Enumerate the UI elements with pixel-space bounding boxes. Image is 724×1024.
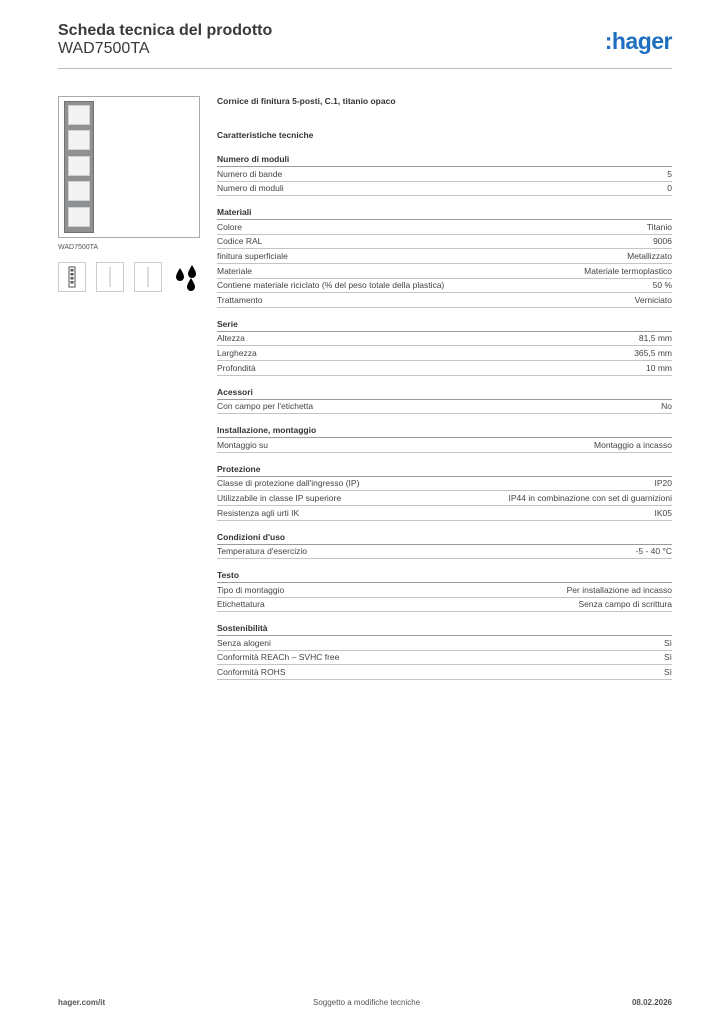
spec-label: Numero di bande	[217, 168, 283, 179]
spec-row	[217, 249, 672, 264]
spec-row	[217, 235, 672, 250]
spec-row	[217, 293, 672, 308]
spec-row	[217, 491, 672, 506]
spec-value: 0	[667, 183, 672, 194]
frame-slot	[68, 156, 90, 176]
spec-group-title: Acessori	[217, 387, 672, 400]
spec-row	[217, 279, 672, 294]
spec-value: 10 mm	[646, 362, 672, 373]
blank-thumbnail[interactable]	[134, 262, 162, 292]
spec-label: Trattamento	[217, 294, 263, 305]
spec-row	[217, 438, 672, 453]
footer-date: 08.02.2026	[631, 998, 672, 1007]
frame-thumbnail-icon[interactable]	[58, 262, 86, 292]
spec-value: Montaggio a incasso	[594, 439, 672, 450]
frame-slot	[68, 105, 90, 125]
frame-slot	[68, 130, 90, 150]
spec-label: Classe di protezione dall'ingresso (IP)	[217, 478, 360, 489]
spec-label: Etichettatura	[217, 599, 265, 610]
spec-row	[217, 264, 672, 279]
spec-value: 81,5 mm	[638, 333, 672, 344]
page-header	[58, 22, 672, 69]
spec-label: Materiale	[217, 265, 252, 276]
spec-label: Larghezza	[217, 347, 257, 358]
product-image-caption: WAD7500TA	[58, 244, 99, 251]
spec-group-title: Numero di moduli	[217, 154, 672, 167]
water-drops-icon[interactable]	[172, 262, 200, 292]
spec-value: Verniciato	[634, 294, 672, 305]
spec-value: Sì	[663, 637, 672, 648]
specifications	[217, 96, 672, 691]
frame-slot	[68, 207, 90, 227]
spec-value: 365,5 mm	[634, 347, 672, 358]
frame-slot	[68, 181, 90, 201]
product-name: Cornice di finitura 5-posti, C.1, titanio opaco	[217, 96, 396, 106]
spec-value: IP44 in combinazione con set di guarnizioni	[508, 492, 672, 503]
spec-group-title: Condizioni d'uso	[217, 532, 672, 545]
spec-group-title: Protezione	[217, 464, 672, 477]
spec-value: No	[661, 401, 672, 412]
spec-row	[217, 346, 672, 361]
spec-label: Resistenza agli urti IK	[217, 507, 300, 518]
spec-row	[217, 167, 672, 182]
spec-group-title: Installazione, montaggio	[217, 425, 672, 438]
spec-label: Codice RAL	[217, 236, 263, 247]
spec-row	[217, 182, 672, 197]
spec-row	[217, 665, 672, 680]
spec-value: Per installazione ad incasso	[566, 584, 672, 595]
spec-value: Sì	[663, 652, 672, 663]
spec-group	[217, 623, 672, 680]
spec-value: Titanio	[646, 221, 672, 232]
spec-value: IK05	[654, 507, 672, 518]
spec-groups	[217, 154, 672, 680]
spec-group	[217, 425, 672, 453]
spec-group	[217, 464, 672, 521]
spec-value: 50 %	[652, 280, 672, 291]
spec-value: Metallizzato	[627, 250, 672, 261]
spec-value: 5	[667, 168, 672, 179]
spec-label: Conformità REACh – SVHC free	[217, 652, 340, 663]
spec-label: Numero di moduli	[217, 183, 284, 194]
spec-row	[217, 545, 672, 560]
product-reference: WAD7500TA	[58, 40, 150, 57]
spec-row	[217, 220, 672, 235]
spec-row	[217, 332, 672, 347]
blank-thumbnail[interactable]	[96, 262, 124, 292]
spec-row	[217, 583, 672, 598]
spec-row	[217, 506, 672, 521]
spec-group	[217, 207, 672, 308]
spec-label: Profondità	[217, 362, 256, 373]
spec-row	[217, 651, 672, 666]
spec-group-title: Sostenibilità	[217, 623, 672, 636]
spec-row	[217, 477, 672, 492]
spec-label: finitura superficiale	[217, 250, 288, 261]
spec-label: Conformità ROHS	[217, 667, 286, 678]
spec-group-title: Materiali	[217, 207, 672, 220]
spec-group	[217, 387, 672, 415]
spec-label: Montaggio su	[217, 439, 269, 450]
spec-label: Senza alogeni	[217, 637, 271, 648]
spec-label: Utilizzabile in classe IP superiore	[217, 492, 342, 503]
spec-label: Con campo per l'etichetta	[217, 401, 314, 412]
spec-group	[217, 532, 672, 560]
spec-value: 9006	[653, 236, 672, 247]
spec-row	[217, 636, 672, 651]
spec-group-title: Serie	[217, 319, 672, 332]
spec-row	[217, 400, 672, 415]
spec-value: IP20	[654, 478, 672, 489]
footer-note: Soggetto a modifiche tecniche	[313, 998, 421, 1007]
spec-group-title: Testo	[217, 570, 672, 583]
spec-row	[217, 361, 672, 376]
spec-label: Contiene materiale riciclato (% del peso totale della plastica)	[217, 280, 445, 291]
spec-row	[217, 598, 672, 613]
spec-value: Sì	[663, 667, 672, 678]
spec-value: -5 - 40 °C	[635, 546, 672, 557]
spec-value: Materiale termoplastico	[584, 265, 672, 276]
spec-label: Tipo di montaggio	[217, 584, 285, 595]
features-title: Caratteristiche tecniche	[217, 130, 314, 140]
spec-label: Temperatura d'esercizio	[217, 546, 307, 557]
spec-value: Senza campo di scrittura	[578, 599, 672, 610]
spec-group	[217, 154, 672, 196]
product-image	[58, 96, 200, 238]
page-title: Scheda tecnica del prodotto	[58, 22, 273, 39]
spec-label: Colore	[217, 221, 243, 232]
footer-website-link[interactable]: hager.com/it	[58, 998, 106, 1007]
spec-group	[217, 319, 672, 376]
spec-label: Altezza	[217, 333, 245, 344]
hager-logo: :hager	[604, 28, 672, 54]
spec-group	[217, 570, 672, 612]
frame-illustration	[64, 101, 94, 233]
